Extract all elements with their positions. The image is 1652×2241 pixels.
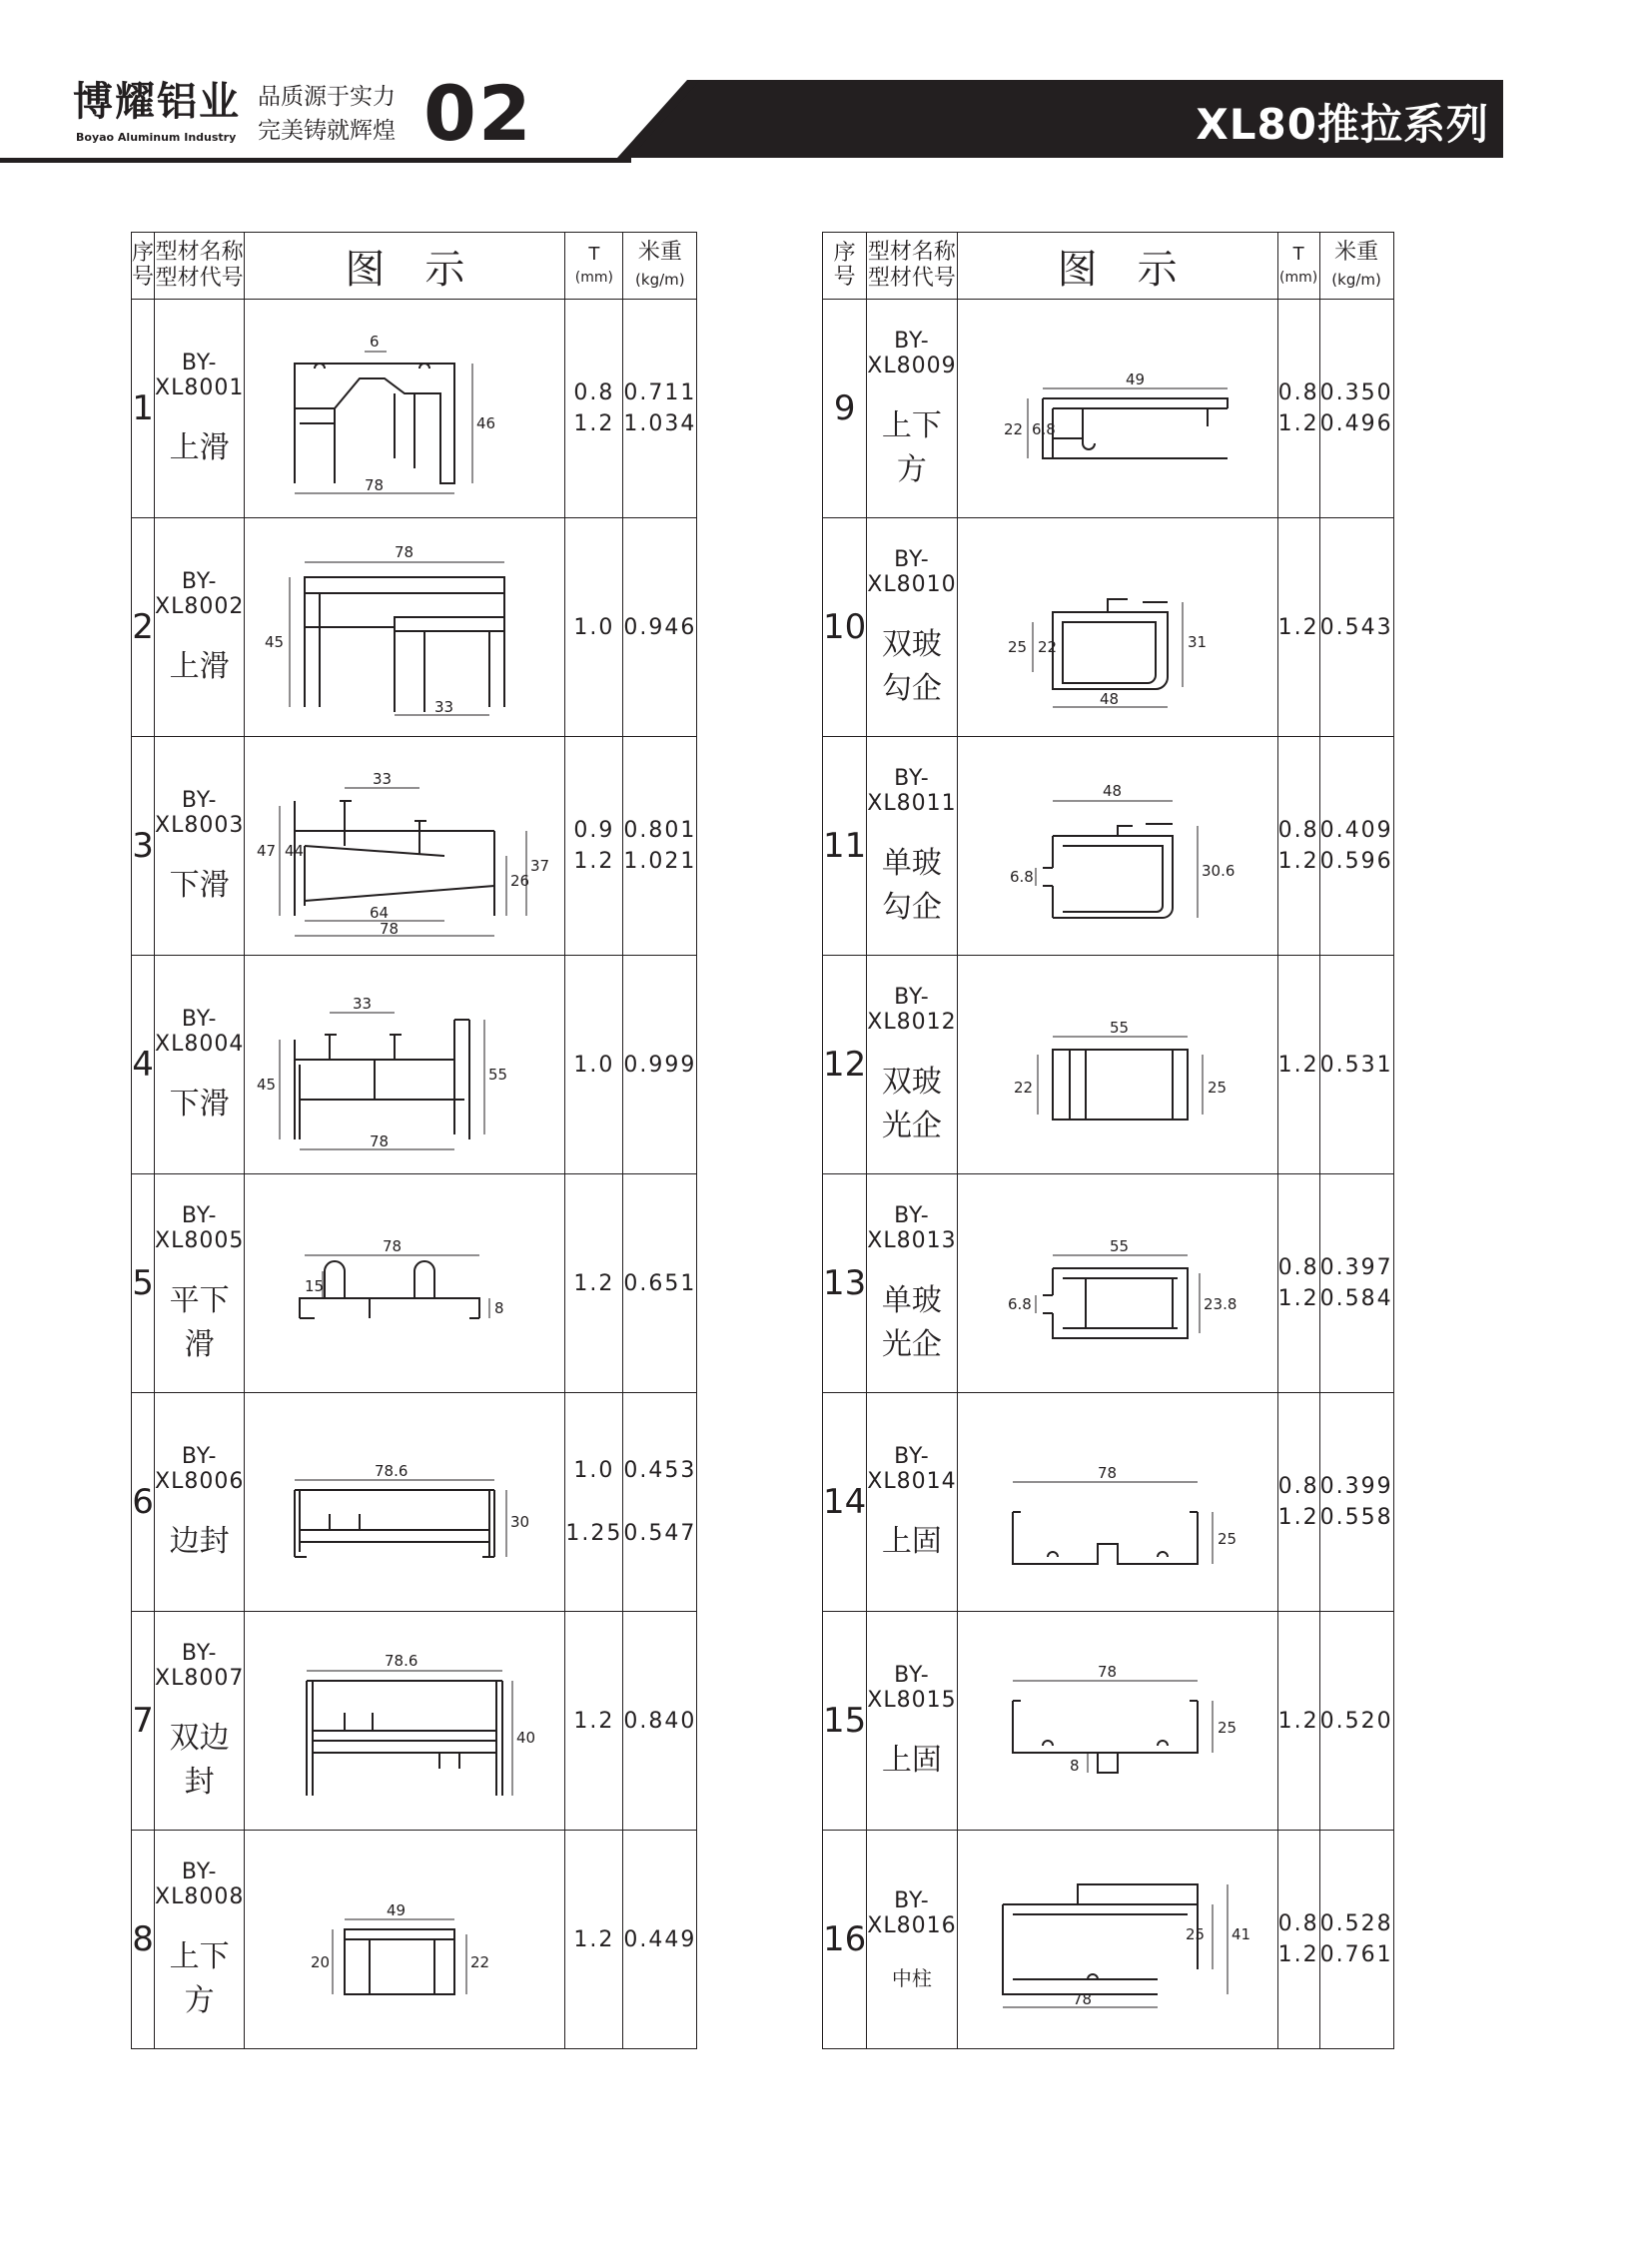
svg-text:78: 78 [370, 1132, 390, 1150]
row-seq: 9 [823, 300, 867, 518]
svg-text:78.6: 78.6 [375, 1462, 409, 1480]
profile-drawing-cell [957, 1831, 1277, 2049]
profile-code: BY-XL8010 [867, 547, 957, 597]
profile-drawing-4 [245, 965, 564, 1164]
weight-values: 0.449 [623, 1831, 697, 2049]
profile-drawing-6 [245, 1402, 564, 1602]
table-row [823, 737, 1394, 956]
profile-drawing-cell [245, 1393, 565, 1612]
thickness-values: 0.8 1.2 [1277, 1174, 1319, 1393]
svg-text:33: 33 [434, 698, 454, 716]
svg-text:44: 44 [285, 842, 305, 860]
weight-values: 0.397 0.584 [1319, 1174, 1393, 1393]
profile-name: 下滑 [169, 1087, 230, 1121]
thickness-values: 0.8 1.2 [565, 300, 623, 518]
catalog-table-right [822, 232, 1394, 2049]
svg-text:47: 47 [257, 842, 277, 860]
table-row [823, 1393, 1394, 1612]
profile-code: BY-XL8013 [867, 1203, 957, 1253]
svg-text:22: 22 [470, 1953, 490, 1971]
col-header-figure: 图示 [245, 233, 565, 300]
row-seq: 2 [132, 518, 155, 737]
profile-name: 双玻光企 [881, 1065, 942, 1143]
row-name-cell [867, 956, 957, 1174]
weight-values: 0.528 0.761 [1319, 1831, 1393, 2049]
svg-text:45: 45 [265, 633, 285, 651]
profile-code: BY-XL8002 [155, 569, 245, 619]
table-header-row [823, 233, 1394, 300]
row-seq: 16 [823, 1831, 867, 2049]
profile-drawing-cell [957, 518, 1277, 737]
profile-code: BY-XL8001 [155, 351, 245, 400]
svg-text:8: 8 [1069, 1757, 1080, 1775]
row-name-cell [867, 737, 957, 956]
table-row [132, 1612, 697, 1831]
catalog-table-left [131, 232, 697, 2049]
col-header-figure: 图示 [957, 233, 1277, 300]
thickness-values: 1.2 [565, 1612, 623, 1831]
weight-values: 0.651 [623, 1174, 697, 1393]
profile-drawing-cell [957, 300, 1277, 518]
svg-text:40: 40 [516, 1729, 536, 1747]
profile-name: 上下方 [169, 1939, 230, 2018]
page-header [0, 0, 1652, 170]
series-title: XL80推拉系列 [1196, 100, 1489, 149]
brand-english-name: Boyao Aluminum Industry [76, 131, 237, 144]
row-name-cell [867, 1612, 957, 1831]
profile-code: BY-XL8012 [867, 985, 957, 1035]
svg-text:25: 25 [1185, 1925, 1205, 1943]
svg-text:6.8: 6.8 [1009, 868, 1034, 886]
profile-code: BY-XL8004 [155, 1007, 245, 1057]
svg-text:48: 48 [1099, 690, 1119, 708]
profile-drawing-cell [957, 1393, 1277, 1612]
table-row [132, 1831, 697, 2049]
svg-text:33: 33 [353, 995, 373, 1013]
row-name-cell [867, 1393, 957, 1612]
profile-drawing-cell [957, 1612, 1277, 1831]
profile-name: 单玻勾企 [881, 846, 942, 925]
table-row [823, 1612, 1394, 1831]
weight-values: 0.350 0.496 [1319, 300, 1393, 518]
thickness-values: 1.0 1.25 [565, 1393, 623, 1612]
profile-drawing-15 [958, 1621, 1277, 1821]
svg-text:25: 25 [1007, 638, 1027, 656]
weight-values: 0.531 [1319, 956, 1393, 1174]
row-seq: 1 [132, 300, 155, 518]
row-name-cell [155, 518, 245, 737]
svg-text:55: 55 [1109, 1019, 1129, 1037]
profile-name: 上固 [881, 1524, 942, 1559]
profile-drawing-cell [957, 956, 1277, 1174]
svg-text:22: 22 [1013, 1079, 1033, 1097]
table-row [823, 956, 1394, 1174]
col-header-weight: 米重 (kg/m) [623, 233, 697, 300]
profile-drawing-cell [245, 518, 565, 737]
page-number: 02 [423, 69, 533, 158]
svg-text:78: 78 [1097, 1663, 1117, 1681]
profile-code: BY-XL8014 [867, 1444, 957, 1494]
profile-drawing-9 [958, 309, 1277, 508]
row-name-cell [155, 300, 245, 518]
profile-drawing-12 [958, 965, 1277, 1164]
profile-drawing-2 [245, 527, 564, 727]
table-row [823, 1831, 1394, 2049]
table-header-row [132, 233, 697, 300]
weight-values: 0.711 1.034 [623, 300, 697, 518]
thickness-values: 1.2 [1277, 956, 1319, 1174]
profile-drawing-cell [245, 1831, 565, 2049]
profile-name: 上下方 [881, 408, 942, 487]
svg-text:15: 15 [305, 1277, 325, 1295]
profile-drawing-cell [245, 1174, 565, 1393]
thickness-values: 0.9 1.2 [565, 737, 623, 956]
svg-text:78: 78 [395, 543, 414, 561]
table-row [132, 1174, 697, 1393]
col-header-name: 型材名称 型材代号 [155, 233, 245, 300]
svg-text:22: 22 [1003, 420, 1023, 438]
col-header-thickness: T (mm) [1277, 233, 1319, 300]
svg-text:55: 55 [488, 1066, 508, 1084]
svg-text:23.8: 23.8 [1203, 1295, 1237, 1313]
profile-name: 边封 [169, 1524, 230, 1559]
svg-text:78: 78 [365, 476, 385, 494]
profile-code: BY-XL8007 [155, 1641, 245, 1691]
profile-code: BY-XL8015 [867, 1663, 957, 1713]
svg-text:22: 22 [1037, 638, 1057, 656]
col-header-weight: 米重 (kg/m) [1319, 233, 1393, 300]
weight-values: 0.399 0.558 [1319, 1393, 1393, 1612]
svg-text:78: 78 [1072, 1990, 1092, 2008]
col-header-seq: 序 号 [132, 233, 155, 300]
profile-name: 上固 [881, 1743, 942, 1778]
row-name-cell [867, 518, 957, 737]
svg-text:25: 25 [1207, 1079, 1227, 1097]
thickness-values: 1.0 [565, 956, 623, 1174]
profile-drawing-cell [245, 956, 565, 1174]
svg-text:45: 45 [257, 1076, 277, 1094]
row-seq: 6 [132, 1393, 155, 1612]
row-seq: 3 [132, 737, 155, 956]
row-name-cell [155, 1612, 245, 1831]
thickness-values: 1.2 [565, 1831, 623, 2049]
profile-drawing-cell [245, 737, 565, 956]
profile-drawing-11 [958, 746, 1277, 946]
svg-text:6: 6 [370, 333, 380, 351]
svg-text:78: 78 [383, 1237, 403, 1255]
profile-code: BY-XL8003 [155, 788, 245, 838]
profile-drawing-1 [245, 309, 564, 508]
weight-values: 0.801 1.021 [623, 737, 697, 956]
svg-text:49: 49 [1125, 371, 1145, 388]
svg-text:64: 64 [370, 904, 390, 922]
profile-drawing-cell [957, 1174, 1277, 1393]
row-name-cell [155, 956, 245, 1174]
thickness-values: 0.8 1.2 [1277, 1393, 1319, 1612]
row-seq: 13 [823, 1174, 867, 1393]
svg-text:25: 25 [1217, 1530, 1237, 1548]
svg-text:30: 30 [510, 1513, 530, 1531]
thickness-values: 1.0 [565, 518, 623, 737]
table-row [132, 956, 697, 1174]
row-name-cell [155, 1174, 245, 1393]
slogan-line-1: 品质源于实力 [258, 84, 396, 110]
svg-text:78: 78 [1097, 1464, 1117, 1482]
weight-values: 0.543 [1319, 518, 1393, 737]
table-row [132, 737, 697, 956]
thickness-values: 1.2 [1277, 1612, 1319, 1831]
profile-name: 下滑 [169, 868, 230, 903]
profile-code: BY-XL8006 [155, 1444, 245, 1494]
profile-drawing-5 [245, 1183, 564, 1383]
slogan-line-2: 完美铸就辉煌 [258, 118, 396, 144]
table-row [132, 1393, 697, 1612]
row-seq: 12 [823, 956, 867, 1174]
svg-text:55: 55 [1109, 1237, 1129, 1255]
row-seq: 7 [132, 1612, 155, 1831]
col-header-name: 型材名称 型材代号 [867, 233, 957, 300]
table-row [132, 518, 697, 737]
profile-drawing-7 [245, 1621, 564, 1821]
row-name-cell [867, 1831, 957, 2049]
svg-text:48: 48 [1102, 782, 1122, 800]
svg-text:31: 31 [1187, 633, 1207, 651]
svg-text:8: 8 [494, 1299, 504, 1317]
thickness-values: 1.2 [565, 1174, 623, 1393]
profile-drawing-13 [958, 1183, 1277, 1383]
svg-text:46: 46 [476, 414, 496, 432]
svg-text:78.6: 78.6 [385, 1652, 418, 1670]
profile-drawing-cell [245, 300, 565, 518]
profile-drawing-3 [245, 746, 564, 946]
row-seq: 15 [823, 1612, 867, 1831]
profile-drawing-10 [958, 527, 1277, 727]
weight-values: 0.999 [623, 956, 697, 1174]
profile-name: 双玻勾企 [881, 627, 942, 706]
row-seq: 14 [823, 1393, 867, 1612]
profile-name: 单玻光企 [881, 1283, 942, 1362]
col-header-thickness: T (mm) [565, 233, 623, 300]
svg-text:37: 37 [530, 857, 550, 875]
profile-name: 上滑 [169, 430, 230, 465]
table-row [823, 300, 1394, 518]
profile-drawing-8 [245, 1840, 564, 2039]
svg-text:6.8: 6.8 [1031, 420, 1056, 438]
profile-name: 中柱 [891, 1965, 932, 1990]
weight-values: 0.946 [623, 518, 697, 737]
svg-text:78: 78 [380, 920, 400, 938]
profile-drawing-14 [958, 1402, 1277, 1602]
svg-text:30.6: 30.6 [1201, 862, 1235, 880]
col-header-seq: 序 号 [823, 233, 867, 300]
row-seq: 10 [823, 518, 867, 737]
profile-drawing-cell [957, 737, 1277, 956]
row-seq: 5 [132, 1174, 155, 1393]
table-row [823, 518, 1394, 737]
svg-text:26: 26 [510, 872, 530, 890]
profile-code: BY-XL8016 [867, 1887, 957, 1938]
profile-code: BY-XL8009 [867, 329, 957, 378]
thickness-values: 0.8 1.2 [1277, 737, 1319, 956]
thickness-values: 0.8 1.2 [1277, 1831, 1319, 2049]
profile-name: 平下滑 [169, 1283, 230, 1362]
brand-name: 博耀铝业 [73, 79, 241, 125]
row-name-cell [155, 1831, 245, 2049]
profile-name: 双边封 [169, 1721, 230, 1800]
weight-values: 0.520 [1319, 1612, 1393, 1831]
row-name-cell [867, 1174, 957, 1393]
row-name-cell [155, 737, 245, 956]
profile-code: BY-XL8005 [155, 1203, 245, 1253]
row-name-cell [867, 300, 957, 518]
svg-text:20: 20 [311, 1953, 331, 1971]
svg-text:25: 25 [1217, 1719, 1237, 1737]
profile-drawing-cell [245, 1612, 565, 1831]
svg-text:49: 49 [387, 1901, 407, 1919]
row-name-cell [155, 1393, 245, 1612]
row-seq: 4 [132, 956, 155, 1174]
table-row [823, 1174, 1394, 1393]
profile-code: BY-XL8008 [155, 1860, 245, 1909]
row-seq: 11 [823, 737, 867, 956]
table-row [132, 300, 697, 518]
thickness-values: 1.2 [1277, 518, 1319, 737]
weight-values: 0.409 0.596 [1319, 737, 1393, 956]
weight-values: 0.840 [623, 1612, 697, 1831]
row-seq: 8 [132, 1831, 155, 2049]
profile-drawing-16 [958, 1840, 1277, 2039]
svg-text:41: 41 [1231, 1925, 1250, 1943]
profile-code: BY-XL8011 [867, 766, 957, 816]
svg-text:6.8: 6.8 [1007, 1295, 1032, 1313]
profile-name: 上滑 [169, 649, 230, 684]
svg-text:33: 33 [373, 770, 393, 788]
weight-values: 0.453 0.547 [623, 1393, 697, 1612]
thickness-values: 0.8 1.2 [1277, 300, 1319, 518]
